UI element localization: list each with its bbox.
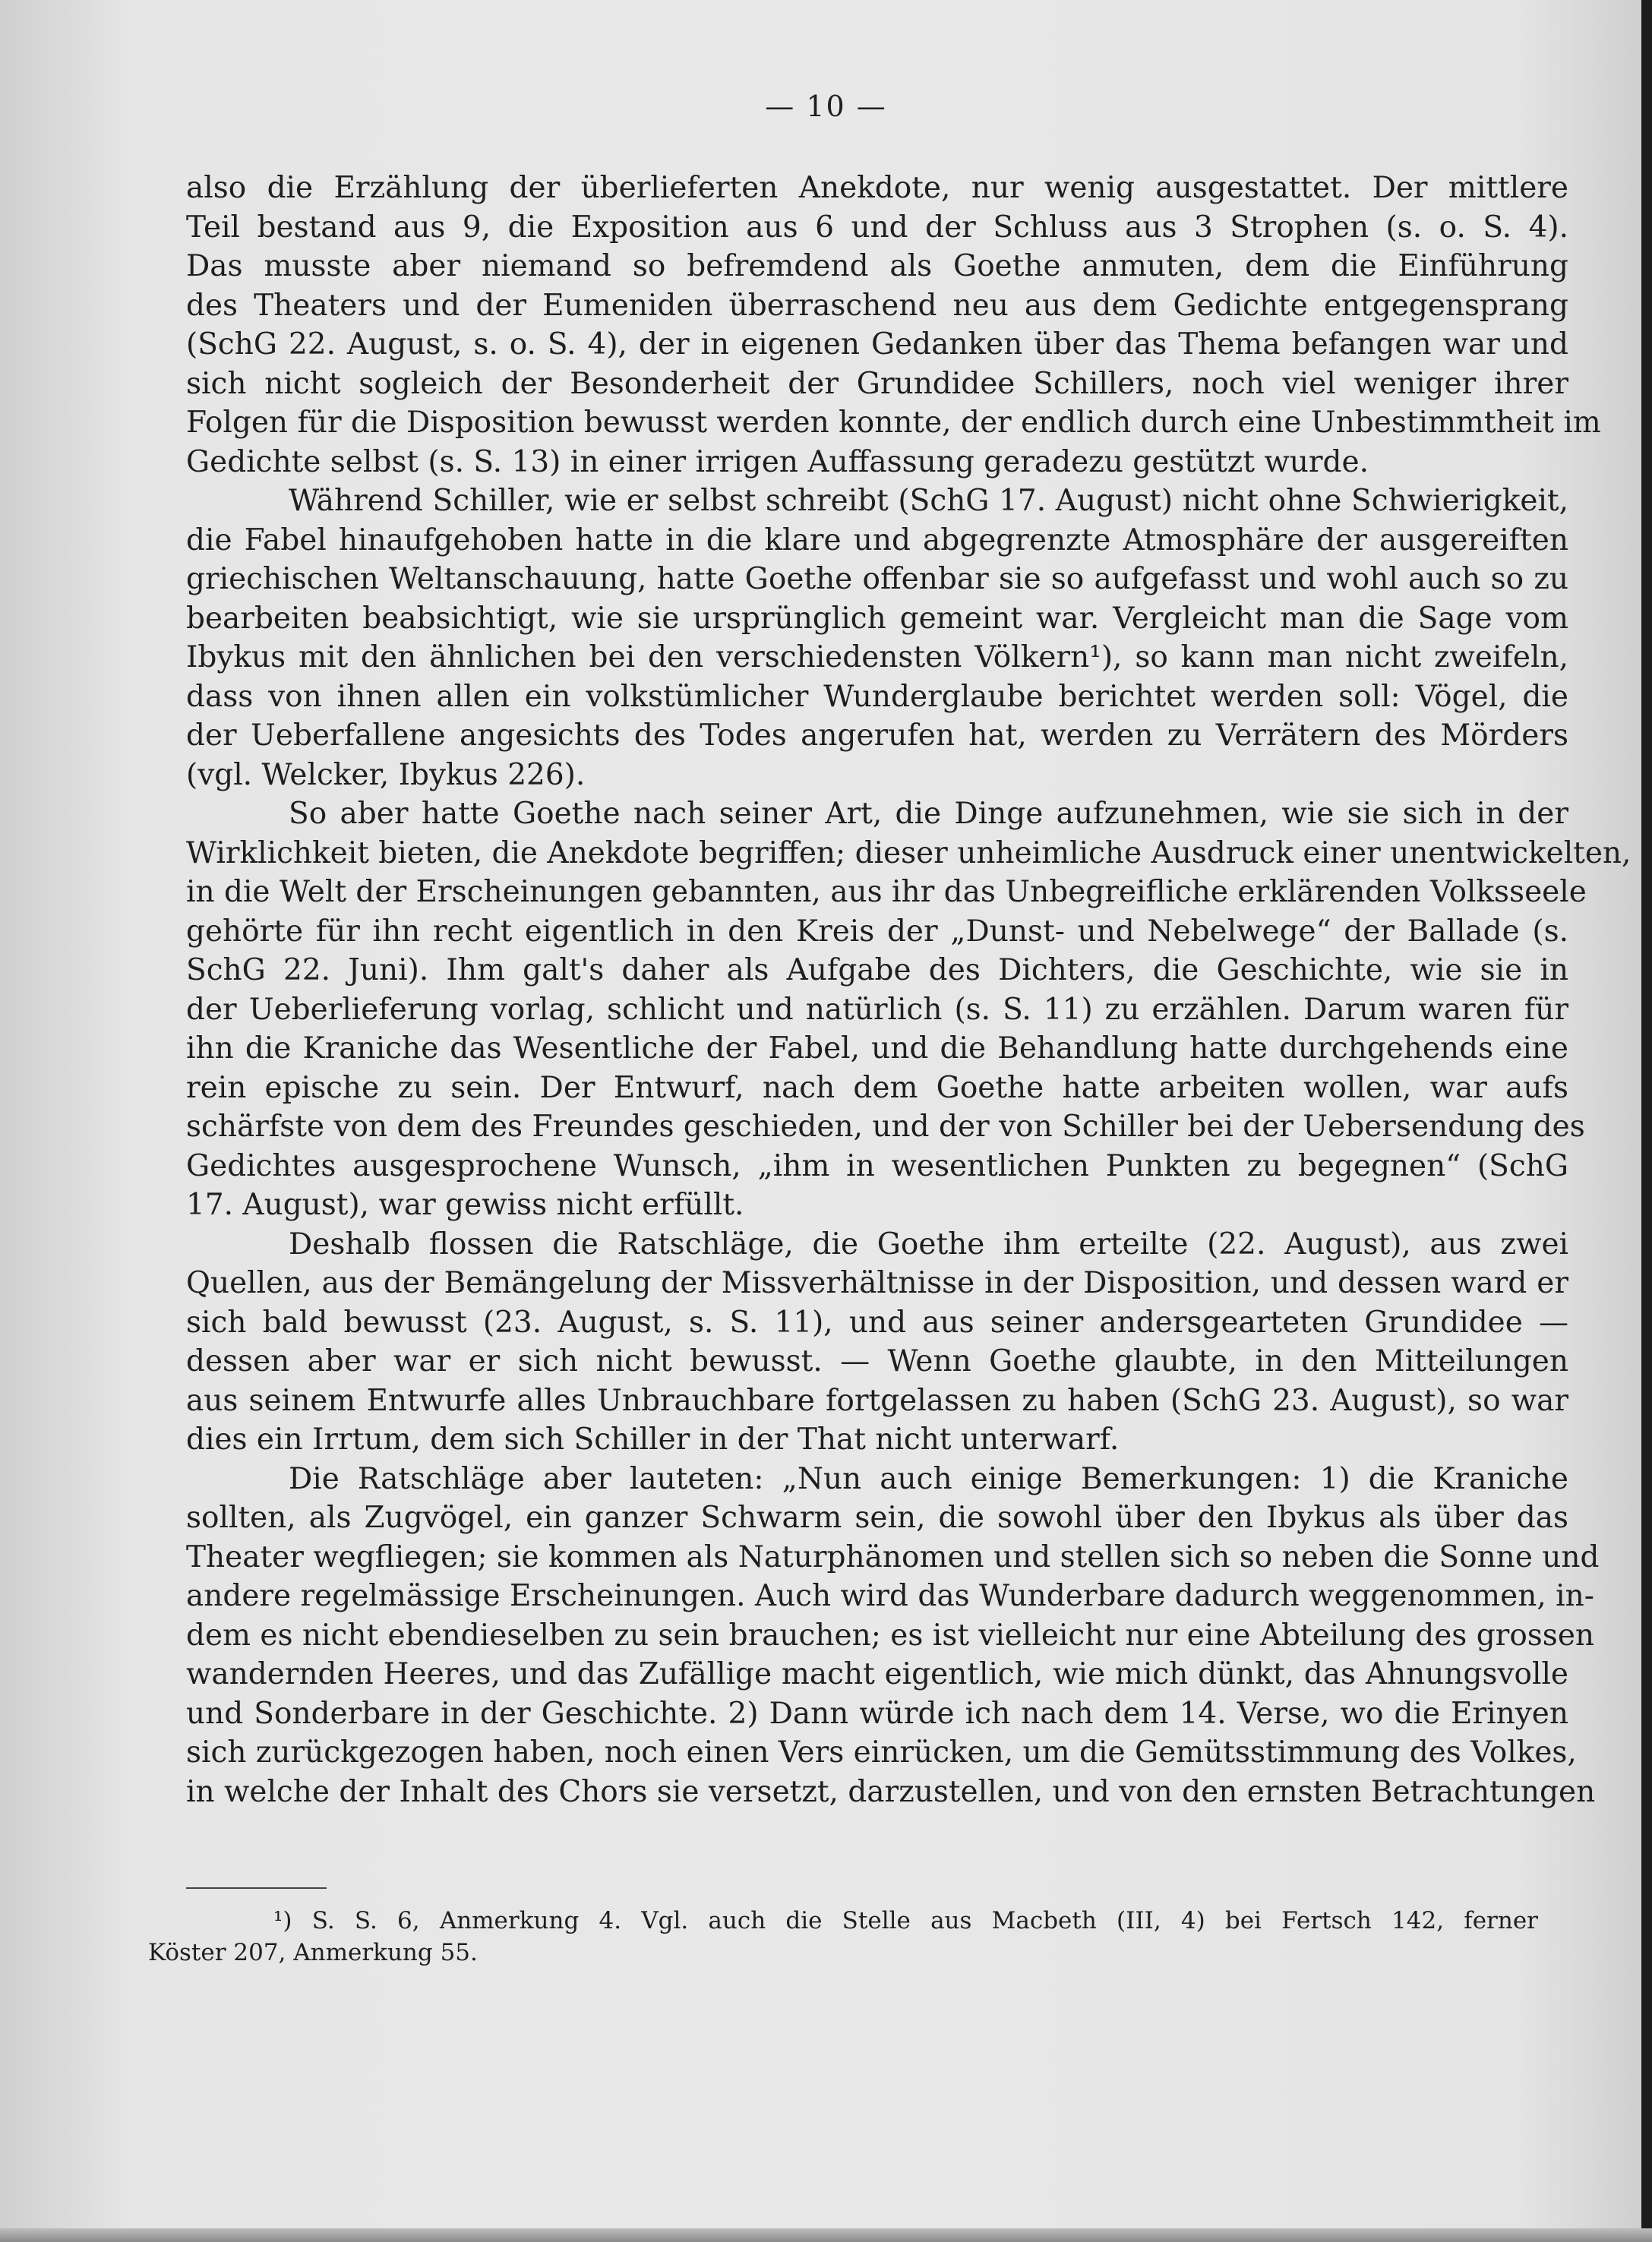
text-line: So aber hatte Goethe nach seiner Art, die Dinge aufzunehmen, wie sie sich in der: [289, 797, 1568, 831]
text-line: dessen aber war er sich nicht bewusst. — Wenn Goethe glaubte, in den Mitteilungen: [186, 1344, 1568, 1378]
paragraph: [186, 169, 1601, 482]
text-line: Deshalb flossen die Ratschläge, die Goethe ihm erteilte (22. August), aus zwei: [289, 1227, 1568, 1262]
text-line: schärfste von dem des Freundes geschieden, und der von Schiller bei der Uebersendung des: [186, 1110, 1585, 1144]
text-line: Theater wegfliegen; sie kommen als Naturphänomen und stellen sich so neben die Sonne und: [186, 1539, 1600, 1574]
text-line: griechischen Weltanschauung, hatte Goethe offenbar sie so aufgefasst und wohl auch so zu: [186, 562, 1568, 596]
text-line: dem es nicht ebendieselben zu sein brauchen; es ist vielleicht nur eine Abteilung des grossen: [186, 1618, 1595, 1653]
footnote-separator: [186, 1887, 327, 1889]
text-line: sich bald bewusst (23. August, s. S. 11), und aus seiner andersgearteten Grundidee —: [186, 1305, 1568, 1340]
text-line: Die Ratschläge aber lauteten: „Nun auch einige Bemerkungen: 1) die Kraniche: [289, 1461, 1568, 1496]
text-line: aus seinem Entwurfe alles Unbrauchbare fortgelassen zu haben (SchG 23. August), so war: [186, 1383, 1568, 1418]
page-bottom-edge: [0, 2228, 1652, 2242]
text-line: sollten, als Zugvögel, ein ganzer Schwarm sein, die sowohl über den Ibykus als über das: [186, 1501, 1568, 1535]
text-line: andere regelmässige Erscheinungen. Auch wird das Wunderbare dadurch weggenommen, in-: [186, 1579, 1594, 1613]
text-line: Das musste aber niemand so befremdend als Goethe anmuten, dem die Einführung: [186, 249, 1568, 283]
text-line: und Sonderbare in der Geschichte. 2) Dann würde ich nach dem 14. Verse, wo die Erinyen: [186, 1696, 1568, 1731]
text-line: Während Schiller, wie er selbst schreibt (SchG 17. August) nicht ohne Schwierigkeit,: [289, 484, 1568, 518]
text-line: sich nicht sogleich der Besonderheit der Grundidee Schillers, noch viel weniger ihrer: [186, 366, 1568, 401]
text-line: wandernden Heeres, und das Zufällige macht eigentlich, wie mich dünkt, das Ahnungsvolle: [186, 1657, 1568, 1691]
text-line: (SchG 22. August, s. o. S. 4), der in eigenen Gedanken über das Thema befangen war und: [186, 327, 1568, 362]
text-line: in die Welt der Erscheinungen gebannten, aus ihr das Unbegreifliche erklärenden Volksseele: [186, 875, 1587, 909]
paragraph: [186, 1225, 1568, 1460]
footnote-line: Köster 207, Anmerkung 55.: [148, 1939, 478, 1966]
text-line: des Theaters und der Eumeniden überraschend neu aus dem Gedichte entgegensprang: [186, 288, 1568, 323]
text-line: bearbeiten beabsichtigt, wie sie ursprünglich gemeint war. Vergleicht man die Sage vom: [186, 601, 1568, 636]
text-line: Gedichte selbst (s. S. 13) in einer irrigen Auffassung geradezu gestützt wurde.: [186, 444, 1369, 479]
footnote-line: ¹) S. S. 6, Anmerkung 4. Vgl. auch die Stelle aus Macbeth (III, 4) bei Fertsch 142, ferner: [273, 1907, 1538, 1934]
text-line: dass von ihnen allen ein volkstümlicher Wunderglaube berichtet werden soll: Vögel, die: [186, 679, 1568, 714]
text-line: Gedichtes ausgesprochene Wunsch, „ihm in wesentlichen Punkten zu begegnen“ (SchG: [186, 1148, 1568, 1183]
body-text: [186, 169, 1631, 1811]
text-line: Teil bestand aus 9, die Exposition aus 6 und der Schluss aus 3 Strophen (s. o. S. 4).: [186, 210, 1568, 245]
text-line: Wirklichkeit bieten, die Anekdote begriffen; dieser unheimliche Ausdruck einer unentwickelten,: [186, 835, 1631, 870]
page-number: — 10 —: [765, 90, 887, 123]
text-line: rein epische zu sein. Der Entwurf, nach dem Goethe hatte arbeiten wollen, war aufs: [186, 1070, 1568, 1105]
text-line: Quellen, aus der Bemängelung der Missverhältnisse in der Disposition, und dessen ward er: [186, 1266, 1568, 1300]
text-line: der Ueberfallene angesichts des Todes angerufen hat, werden zu Verrätern des Mörders: [186, 718, 1568, 753]
text-line: Folgen für die Disposition bewusst werden konnte, der endlich durch eine Unbestimmtheit im: [186, 406, 1601, 440]
paragraph: [186, 794, 1631, 1225]
paragraph: [186, 1460, 1600, 1812]
text-line: Ibykus mit den ähnlichen bei den verschiedensten Völkern¹), so kann man nicht zweifeln,: [186, 640, 1568, 674]
text-line: dies ein Irrtum, dem sich Schiller in der That nicht unterwarf.: [186, 1423, 1120, 1457]
text-line: die Fabel hinaufgehoben hatte in die klare und abgegrenzte Atmosphäre der ausgereiften: [186, 523, 1568, 557]
text-line: SchG 22. Juni). Ihm galt's daher als Aufgabe des Dichters, die Geschichte, wie sie in: [186, 953, 1568, 987]
paragraph: [186, 482, 1568, 794]
text-line: sich zurückgezogen haben, noch einen Vers einrücken, um die Gemütsstimmung des Volkes,: [186, 1735, 1577, 1770]
footnotes: [148, 1905, 1538, 1969]
text-line: also die Erzählung der überlieferten Anekdote, nur wenig ausgestattet. Der mittlere: [186, 171, 1568, 205]
text-line: in welche der Inhalt des Chors sie versetzt, darzustellen, und von den ernsten Betrachtungen: [186, 1774, 1596, 1809]
text-line: gehörte für ihn recht eigentlich in den Kreis der „Dunst- und Nebelwege“ der Ballade (s.: [186, 914, 1568, 949]
text-line: der Ueberlieferung vorlag, schlicht und natürlich (s. S. 11) zu erzählen. Darum waren für: [186, 992, 1568, 1027]
text-line: (vgl. Welcker, Ibykus 226).: [186, 757, 586, 792]
text-line: 17. August), war gewiss nicht erfüllt.: [186, 1188, 744, 1222]
page-edge-shadow: [1641, 0, 1652, 2242]
text-line: ihn die Kraniche das Wesentliche der Fabel, und die Behandlung hatte durchgehends eine: [186, 1031, 1568, 1066]
